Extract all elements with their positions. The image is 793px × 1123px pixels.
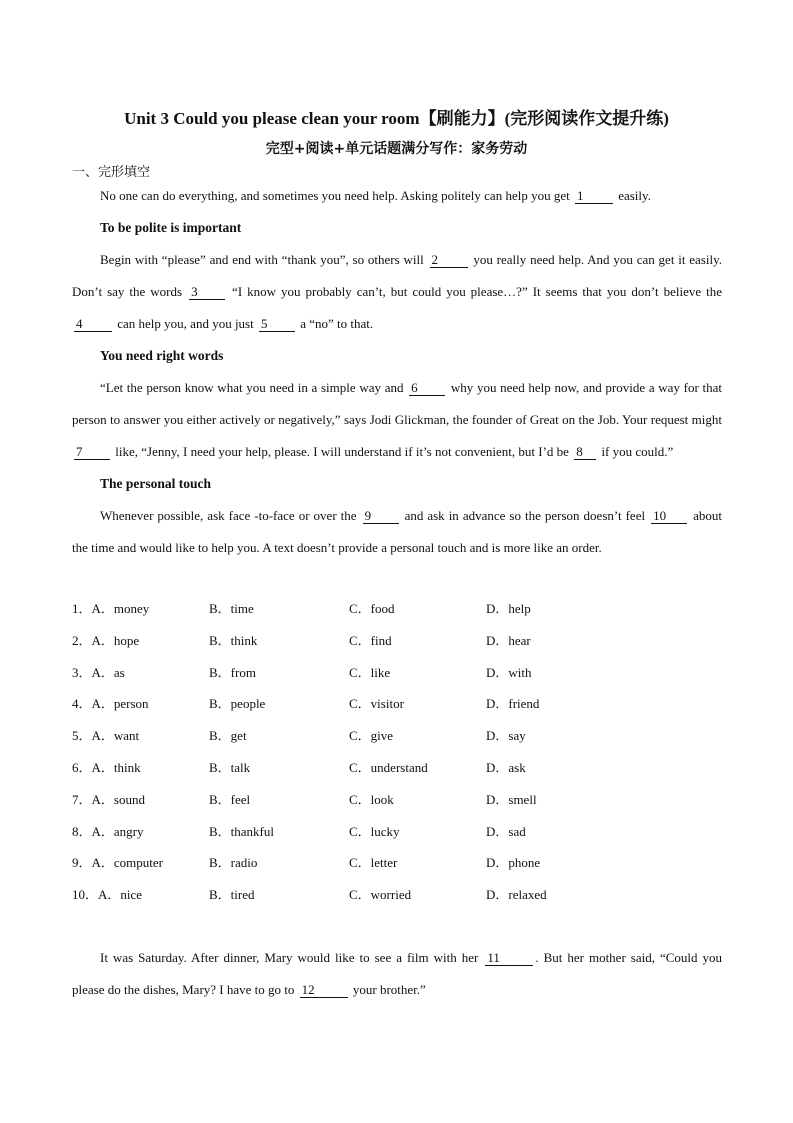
blank-12: 12 [300, 982, 348, 998]
blank-10: 10 [651, 508, 687, 524]
option-row: 8．A．angry B．thankful C．lucky D．sad [72, 823, 526, 839]
option-row: 9．A．computer B．radio C．letter D．phone [72, 855, 541, 871]
option-row: 7．A．sound B．feel C．look D．smell [72, 791, 537, 807]
blank-5: 5 [259, 316, 295, 332]
blank-9: 9 [363, 508, 399, 524]
option-row: 3．A．as B．from C．like D．with [72, 664, 532, 680]
option-row: 6．A．think B．talk C．understand D．ask [72, 759, 526, 775]
options-list [72, 593, 722, 911]
paragraph: Whenever possible, ask face -to-face or over the 9 and ask in advance so the person doesn’t feel 10 about the time and would like to help you. A text doesn’t provide a personal touch and is more like an order. [72, 508, 722, 555]
blank-6: 6 [409, 380, 445, 396]
blank-1: 1 [575, 188, 613, 204]
blank-4: 4 [74, 316, 112, 332]
blank-11: 11 [485, 950, 533, 966]
option-row: 1．A．money B．time C．food D．help [72, 601, 531, 616]
option-row: 2．A．hope B．think C．find D．hear [72, 632, 531, 648]
paragraph: “Let the person know what you need in a simple way and 6 why you need help now, and provide a way for that person to answer you either actively or negatively,” says Jodi Glickman, the founder of Great on the Job. Your request might 7 like, “Jenny, I need your help, please. I will understand if it’s not convenient, but I’d be 8 if you could.” [72, 380, 722, 459]
option-row: 5．A．want B．get C．give D．say [72, 728, 526, 744]
passage-2 [72, 942, 722, 1006]
blank-8: 8 [574, 444, 596, 460]
blank-7: 7 [74, 444, 110, 460]
option-row: 4．A．person B．people C．visitor D．friend [72, 696, 540, 712]
subheading: You need right words [100, 348, 224, 363]
paragraph: Begin with “please” and end with “thank you”, so others will 2 you really need help. And you can get it easily. Don’t say the words 3 “I know you probably can’t, but could you please…?” It seems that you don’t believe the 4 can help you, and you just 5 a “no” to that. [72, 252, 723, 331]
option-row: 10．A．nice B．tired C．worried D．relaxed [72, 887, 547, 903]
blank-3: 3 [189, 284, 225, 300]
passage-1 [72, 180, 722, 564]
blank-2: 2 [430, 252, 468, 268]
page-subtitle: 完型+阅读+单元话题满分写作：家务劳动 [265, 141, 528, 157]
paragraph: No one can do everything, and sometimes you need help. Asking politely can help you get 1 easily. [100, 188, 651, 203]
paragraph: It was Saturday. After dinner, Mary would like to see a film with her 11 . But her mother said, “Could you please do the dishes, Mary? I have to go to 12 your brother.” [72, 950, 722, 997]
page-title: Unit 3 Could you please clean your room【刷能力】(完形阅读作文提升练) [124, 109, 669, 128]
section-heading: 一、完形填空 [72, 165, 151, 180]
subheading: To be polite is important [100, 220, 242, 235]
subheading: The personal touch [100, 476, 212, 491]
